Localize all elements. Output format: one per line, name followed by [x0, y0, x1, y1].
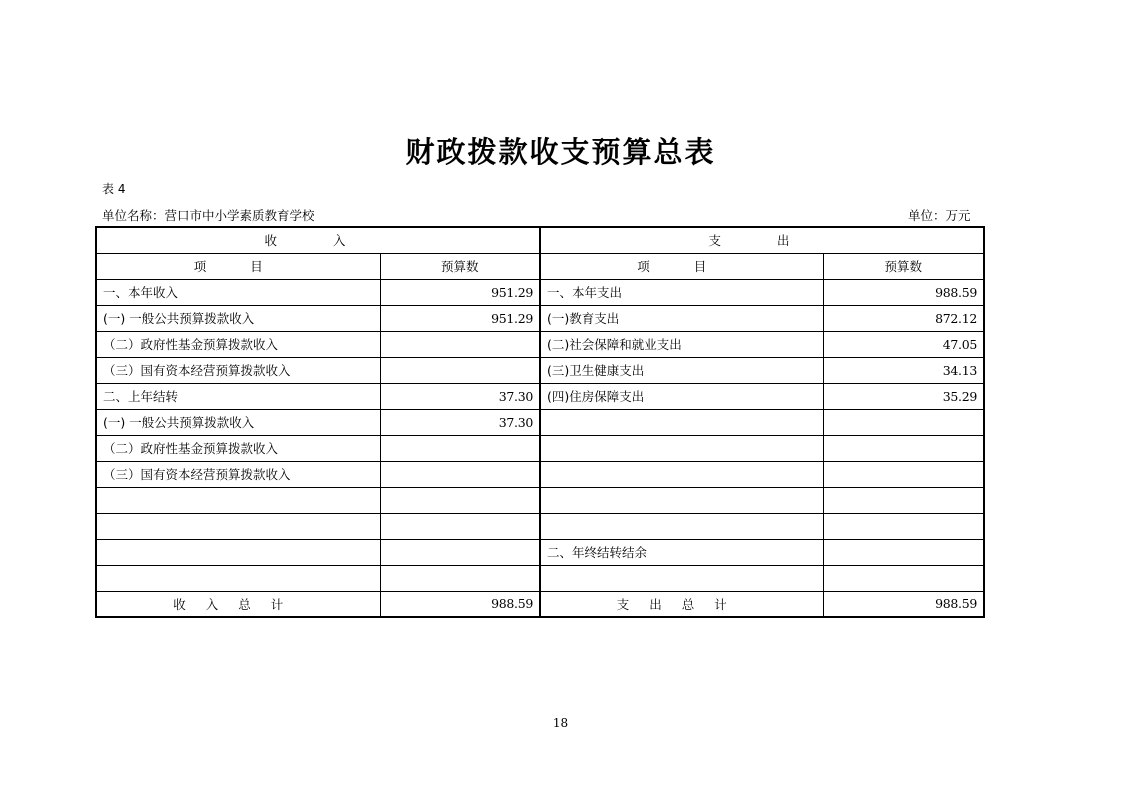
income-value-cell: [380, 435, 540, 461]
income-value-cell: [380, 461, 540, 487]
expense-value-cell: [823, 409, 984, 435]
table-row: [96, 305, 984, 331]
table-row: [96, 435, 984, 461]
income-value-cell: [380, 513, 540, 539]
expense-value-cell: [823, 565, 984, 591]
income-item-cell: 一、本年收入: [96, 279, 380, 305]
expense-total-label: 支出总计: [540, 591, 823, 617]
table-row: [96, 383, 984, 409]
total-row: [96, 591, 984, 617]
expense-value-cell: 34.13: [823, 357, 984, 383]
expense-header: 支 出: [540, 227, 984, 253]
expense-item-header: 项 目: [540, 253, 823, 279]
expense-value-cell: [823, 487, 984, 513]
table-row: [96, 279, 984, 305]
expense-item-cell: (三)卫生健康支出: [540, 357, 823, 383]
table-row: [96, 461, 984, 487]
income-item-cell: (一) 一般公共预算拨款收入: [96, 305, 380, 331]
page-number: 18: [552, 716, 569, 730]
column-header-row: [96, 253, 984, 279]
expense-item-cell: (四)住房保障支出: [540, 383, 823, 409]
expense-item-cell: [540, 435, 823, 461]
table-row: [96, 565, 984, 591]
income-total-label: 收入总计: [96, 591, 380, 617]
section-header-row: [96, 227, 984, 253]
expense-item-cell: [540, 409, 823, 435]
page-title: 财政拨款收支预算总表: [405, 135, 716, 169]
expense-value-cell: [823, 461, 984, 487]
expense-item-cell: (一)教育支出: [540, 305, 823, 331]
unit-name: 单位名称：营口市中小学素质教育学校: [102, 208, 315, 223]
income-item-cell: [96, 513, 380, 539]
currency-unit: 单位：万元: [908, 208, 971, 223]
income-item-header: 项 目: [96, 253, 380, 279]
income-total-value: 988.59: [380, 591, 540, 617]
income-item-cell: （二）政府性基金预算拨款收入: [96, 331, 380, 357]
expense-item-cell: [540, 513, 823, 539]
table-row: [96, 331, 984, 357]
income-value-cell: 951.29: [380, 305, 540, 331]
expense-item-cell: [540, 487, 823, 513]
income-item-cell: (一) 一般公共预算拨款收入: [96, 409, 380, 435]
income-value-cell: [380, 565, 540, 591]
income-value-cell: 37.30: [380, 383, 540, 409]
table-row: [96, 513, 984, 539]
income-item-cell: （三）国有资本经营预算拨款收入: [96, 357, 380, 383]
income-item-cell: [96, 565, 380, 591]
table-row: [96, 357, 984, 383]
table-row: [96, 409, 984, 435]
expense-value-cell: [823, 435, 984, 461]
income-item-cell: [96, 539, 380, 565]
budget-table: [95, 226, 985, 618]
income-value-cell: 951.29: [380, 279, 540, 305]
income-value-cell: [380, 487, 540, 513]
table-number: 表 4: [102, 182, 126, 196]
expense-item-cell: 二、年终结转结余: [540, 539, 823, 565]
expense-value-cell: [823, 513, 984, 539]
expense-value-cell: 988.59: [823, 279, 984, 305]
expense-value-cell: 35.29: [823, 383, 984, 409]
expense-item-cell: (二)社会保障和就业支出: [540, 331, 823, 357]
income-value-cell: [380, 357, 540, 383]
expense-item-cell: 一、本年支出: [540, 279, 823, 305]
expense-value-cell: 872.12: [823, 305, 984, 331]
expense-item-cell: [540, 565, 823, 591]
expense-value-cell: [823, 539, 984, 565]
table-row: [96, 487, 984, 513]
income-value-cell: [380, 539, 540, 565]
expense-budget-header: 预算数: [823, 253, 984, 279]
income-item-cell: （二）政府性基金预算拨款收入: [96, 435, 380, 461]
income-value-cell: [380, 331, 540, 357]
income-budget-header: 预算数: [380, 253, 540, 279]
income-value-cell: 37.30: [380, 409, 540, 435]
income-item-cell: 二、上年结转: [96, 383, 380, 409]
table-row: [96, 539, 984, 565]
expense-total-value: 988.59: [823, 591, 984, 617]
income-item-cell: （三）国有资本经营预算拨款收入: [96, 461, 380, 487]
income-item-cell: [96, 487, 380, 513]
expense-value-cell: 47.05: [823, 331, 984, 357]
income-header: 收 入: [96, 227, 540, 253]
expense-item-cell: [540, 461, 823, 487]
